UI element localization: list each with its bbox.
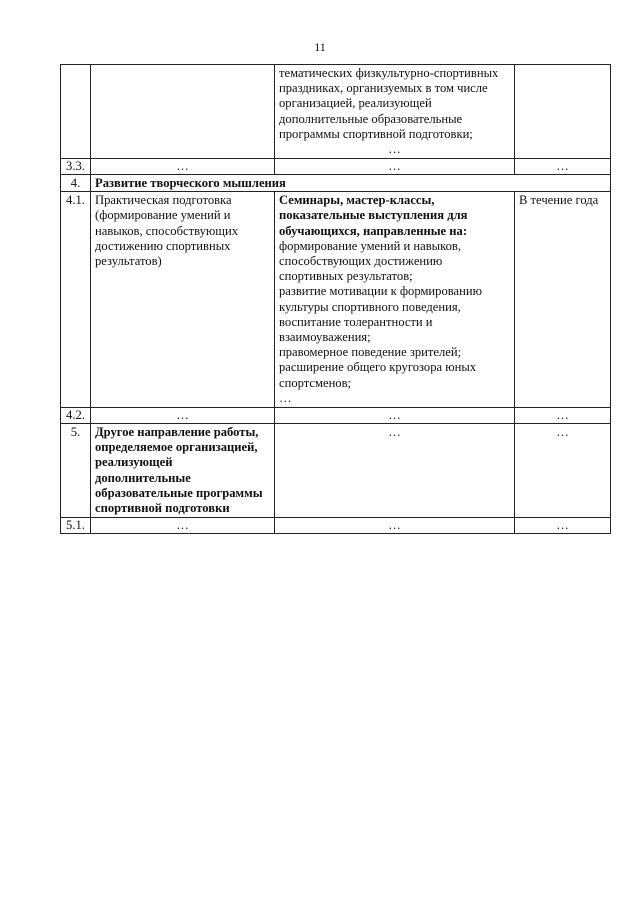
cell-activity: … bbox=[275, 424, 515, 518]
direction-line: Практическая подготовка bbox=[95, 193, 232, 208]
direction-line: спортивной подготовки bbox=[95, 501, 230, 516]
section-title: Развитие творческого мышления bbox=[91, 175, 611, 192]
activity-heading-line: Семинары, мастер-классы, bbox=[279, 193, 435, 208]
direction-line: Другое направление работы, bbox=[95, 425, 259, 440]
cell-term: … bbox=[515, 518, 611, 534]
direction-line: образовательные программы bbox=[95, 485, 263, 500]
direction-line: достижению спортивных bbox=[95, 238, 231, 253]
cell-direction bbox=[91, 192, 275, 408]
cell-term: … bbox=[515, 159, 611, 175]
direction-line: реализующей bbox=[95, 455, 173, 470]
activity-line: программы спортивной подготовки; bbox=[279, 126, 473, 141]
cell-direction: … bbox=[91, 159, 275, 175]
activity-line: воспитание толерантности и bbox=[279, 314, 433, 329]
cell-num: 4. bbox=[61, 175, 91, 192]
direction-line: результатов) bbox=[95, 254, 162, 269]
plan-table bbox=[60, 64, 611, 534]
activity-line: способствующих достижению bbox=[279, 254, 443, 269]
activity-line: расширение общего кругозора юных bbox=[279, 360, 477, 375]
table-row-4-2 bbox=[61, 408, 611, 424]
table-row-3-3 bbox=[61, 159, 611, 175]
cell-num bbox=[61, 65, 91, 159]
table-row-4 bbox=[61, 175, 611, 192]
activity-line: взаимоуважения; bbox=[279, 330, 371, 345]
cell-direction bbox=[91, 65, 275, 159]
activity-line: развитие мотивации к формированию bbox=[279, 284, 483, 299]
direction-line: навыков, способствующих bbox=[95, 223, 239, 238]
cell-num: 3.3. bbox=[61, 159, 91, 175]
cell-activity: … bbox=[275, 518, 515, 534]
cell-num: 4.1. bbox=[61, 192, 91, 408]
cell-direction: … bbox=[91, 408, 275, 424]
activity-line: формирование умений и навыков, bbox=[279, 238, 462, 253]
direction-line: определяемое организацией, bbox=[95, 440, 258, 455]
table-row-5-1 bbox=[61, 518, 611, 534]
activity-ellipsis: … bbox=[388, 142, 401, 157]
activity-line: дополнительные образовательные bbox=[279, 111, 463, 126]
direction-line: дополнительные bbox=[95, 470, 191, 485]
activity-heading-line: показательные выступления для bbox=[279, 208, 468, 223]
cell-num: 5.1. bbox=[61, 518, 91, 534]
activity-ellipsis: … bbox=[279, 390, 292, 405]
activity-line: спортсменов; bbox=[279, 375, 352, 390]
cell-direction bbox=[91, 424, 275, 518]
table-row-4-1 bbox=[61, 192, 611, 408]
cell-activity: … bbox=[275, 159, 515, 175]
table-row-5 bbox=[61, 424, 611, 518]
cell-direction: … bbox=[91, 518, 275, 534]
activity-line: культуры спортивного поведения, bbox=[279, 299, 461, 314]
activity-line: праздниках, организуемых в том числе bbox=[279, 81, 488, 96]
activity-line: тематических физкультурно-спортивных bbox=[279, 66, 499, 80]
activity-line: правомерное поведение зрителей; bbox=[279, 345, 462, 360]
cell-activity bbox=[275, 65, 515, 159]
cell-term bbox=[515, 65, 611, 159]
activity-line: организацией, реализующей bbox=[279, 96, 432, 111]
direction-line: (формирование умений и bbox=[95, 208, 231, 223]
cell-num: 4.2. bbox=[61, 408, 91, 424]
cell-activity bbox=[275, 192, 515, 408]
cell-term: … bbox=[515, 424, 611, 518]
activity-line: спортивных результатов; bbox=[279, 269, 413, 284]
cell-term: … bbox=[515, 408, 611, 424]
activity-heading-line: обучающихся, направленные на: bbox=[279, 223, 468, 238]
table-row-continuation bbox=[61, 65, 611, 159]
page-number: 11 bbox=[314, 40, 326, 54]
cell-num: 5. bbox=[61, 424, 91, 518]
cell-activity: … bbox=[275, 408, 515, 424]
cell-term: В течение года bbox=[515, 192, 611, 408]
